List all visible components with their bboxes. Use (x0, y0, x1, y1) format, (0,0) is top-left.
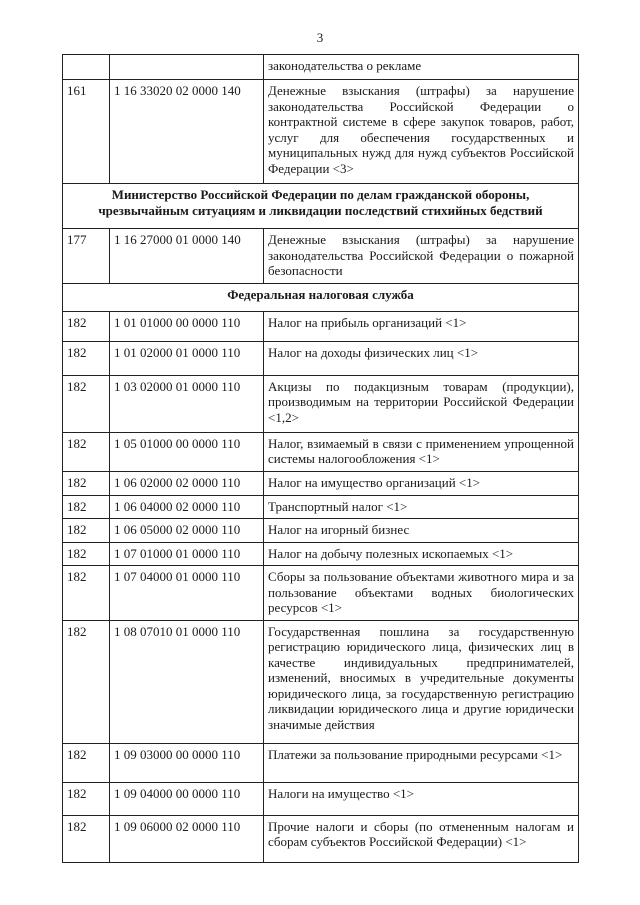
code-cell: 182 (63, 815, 110, 862)
description-cell: Налог на добычу полезных ископаемых <1> (264, 542, 579, 566)
kbk-cell: 1 08 07010 01 0000 110 (110, 620, 264, 743)
table-row (63, 815, 579, 862)
kbk-cell: 1 16 27000 01 0000 140 (110, 229, 264, 284)
kbk-cell: 1 01 02000 01 0000 110 (110, 341, 264, 375)
description-cell: Налоги на имущество <1> (264, 782, 579, 815)
code-cell: 182 (63, 782, 110, 815)
table-row (63, 375, 579, 432)
description-cell: Сборы за пользование объектами животного мира и за пользование объектами водных биологических ресурсов <1> (264, 566, 579, 621)
revenue-codes-table (62, 54, 579, 863)
kbk-cell: 1 03 02000 01 0000 110 (110, 375, 264, 432)
table-body (63, 55, 579, 863)
table-row (63, 311, 579, 341)
description-cell: Платежи за пользование природными ресурсами <1> (264, 743, 579, 782)
code-cell: 182 (63, 743, 110, 782)
code-cell (63, 55, 110, 80)
code-cell: 182 (63, 432, 110, 471)
code-cell: 182 (63, 311, 110, 341)
code-cell: 182 (63, 620, 110, 743)
code-cell: 177 (63, 229, 110, 284)
section-header-row (63, 283, 579, 311)
table-row (63, 519, 579, 543)
description-cell: Налог, взимаемый в связи с применением упрощенной системы налогообложения <1> (264, 432, 579, 471)
table-row (63, 495, 579, 519)
kbk-cell: 1 09 03000 00 0000 110 (110, 743, 264, 782)
kbk-cell: 1 09 06000 02 0000 110 (110, 815, 264, 862)
code-cell: 182 (63, 566, 110, 621)
table-row (63, 471, 579, 495)
kbk-cell: 1 07 01000 01 0000 110 (110, 542, 264, 566)
table-row (63, 80, 579, 184)
kbk-cell: 1 06 04000 02 0000 110 (110, 495, 264, 519)
table-row (63, 743, 579, 782)
code-cell: 182 (63, 341, 110, 375)
section-header: Министерство Российской Федерации по делам гражданской обороны, чрезвычайным ситуациям и ликвидации последствий стихийных бедствий (63, 184, 579, 229)
section-header: Федеральная налоговая служба (63, 283, 579, 311)
description-cell: Денежные взыскания (штрафы) за нарушение законодательства Российской Федерации о контрактной системе в сфере закупок товаров, работ, услуг для обеспечения государственных и муниципальных нужд для нужд субъектов Российской Федерации <3> (264, 80, 579, 184)
code-cell: 182 (63, 495, 110, 519)
table-row (63, 55, 579, 80)
description-cell: Государственная пошлина за государственную регистрацию юридического лица, физических лиц в качестве индивидуальных предпринимателей, изменений, вносимых в учредительные документы юридического лица, за государственную регистрацию ликвидации юридического лица и другие юридически значимые действия (264, 620, 579, 743)
description-cell: Денежные взыскания (штрафы) за нарушение законодательства Российской Федерации о пожарной безопасности (264, 229, 579, 284)
table-row (63, 229, 579, 284)
description-cell: Транспортный налог <1> (264, 495, 579, 519)
table-row (63, 341, 579, 375)
description-cell: Налог на имущество организаций <1> (264, 471, 579, 495)
page-number: 3 (316, 30, 324, 45)
kbk-cell (110, 55, 264, 80)
table-row (63, 432, 579, 471)
table-row (63, 620, 579, 743)
code-cell: 182 (63, 519, 110, 543)
description-cell: Налог на прибыль организаций <1> (264, 311, 579, 341)
description-cell: Прочие налоги и сборы (по отмененным налогам и сборам субъектов Российской Федерации) <1> (264, 815, 579, 862)
kbk-cell: 1 16 33020 02 0000 140 (110, 80, 264, 184)
table-row (63, 542, 579, 566)
description-cell: законодательства о рекламе (264, 55, 579, 80)
kbk-cell: 1 06 05000 02 0000 110 (110, 519, 264, 543)
code-cell: 182 (63, 542, 110, 566)
description-cell: Налог на доходы физических лиц <1> (264, 341, 579, 375)
kbk-cell: 1 09 04000 00 0000 110 (110, 782, 264, 815)
code-cell: 182 (63, 375, 110, 432)
table-row (63, 566, 579, 621)
table-row (63, 782, 579, 815)
section-header-row (63, 184, 579, 229)
kbk-cell: 1 06 02000 02 0000 110 (110, 471, 264, 495)
code-cell: 182 (63, 471, 110, 495)
description-cell: Налог на игорный бизнес (264, 519, 579, 543)
kbk-cell: 1 05 01000 00 0000 110 (110, 432, 264, 471)
kbk-cell: 1 01 01000 00 0000 110 (110, 311, 264, 341)
code-cell: 161 (63, 80, 110, 184)
kbk-cell: 1 07 04000 01 0000 110 (110, 566, 264, 621)
description-cell: Акцизы по подакцизным товарам (продукции), производимым на территории Российской Федерации <1,2> (264, 375, 579, 432)
